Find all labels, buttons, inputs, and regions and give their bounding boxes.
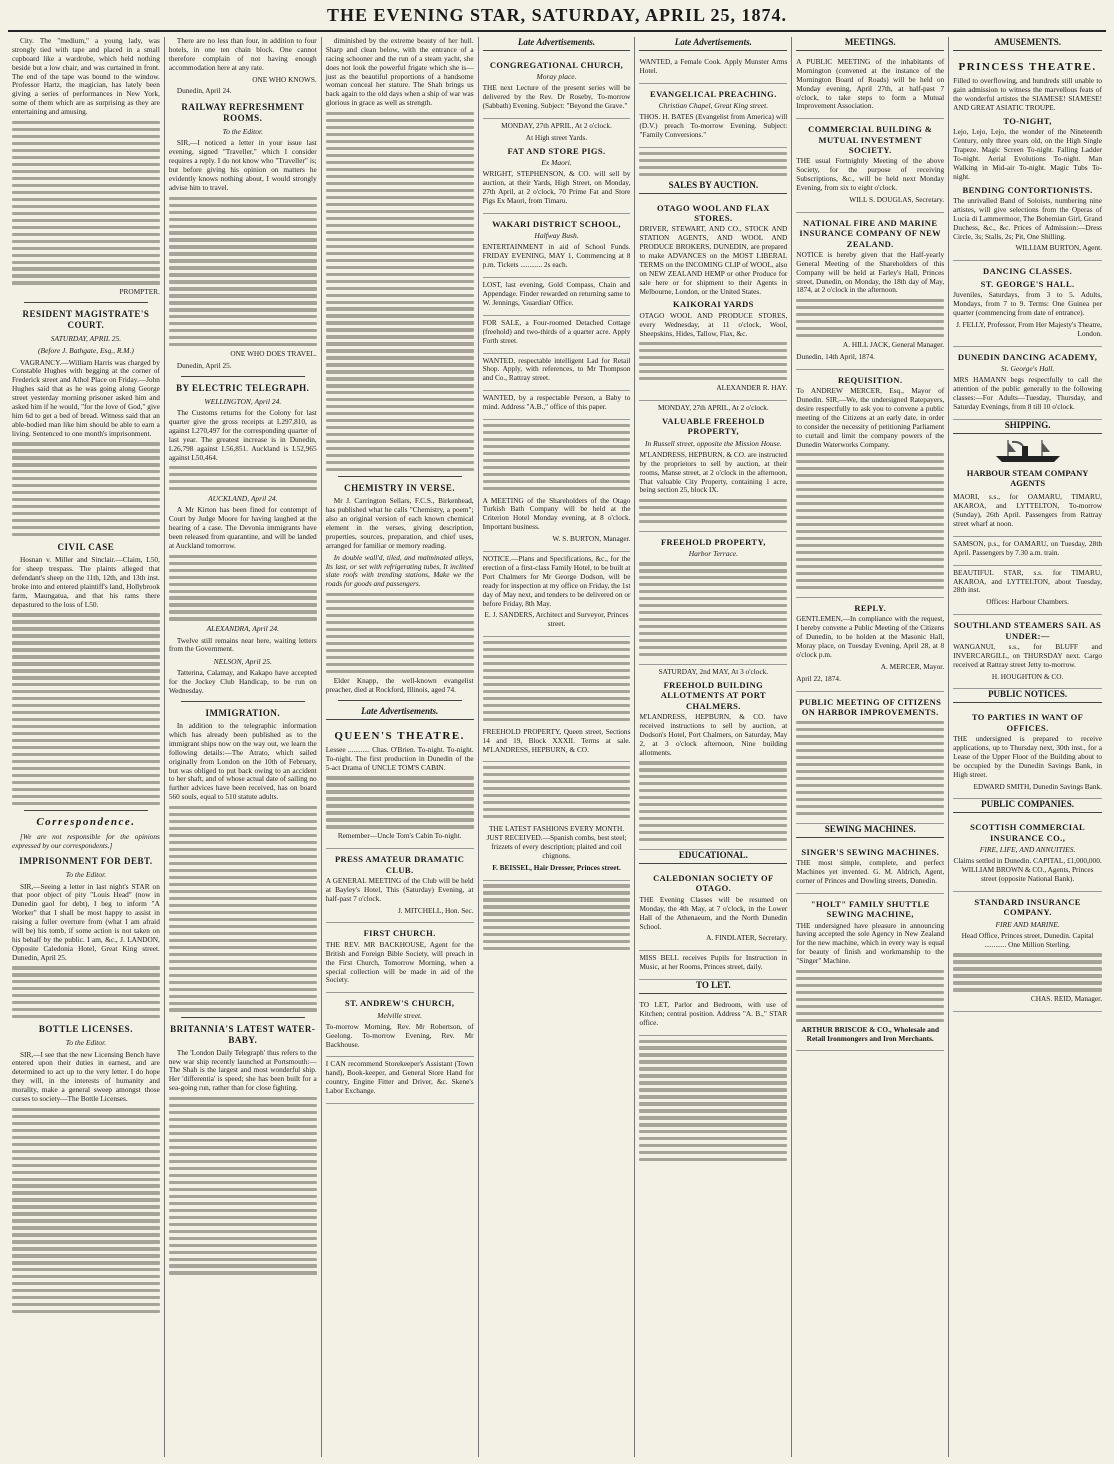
ad-subtitle: Christian Chapel, Great King street. xyxy=(658,101,769,111)
ad-singer xyxy=(796,842,944,894)
ad-wanted xyxy=(639,55,787,84)
ad-commercial-building xyxy=(796,119,944,213)
ad-text: THE REV. MR BACKHOUSE, Agent for the British and Foreign Bible Society, will preach in the First Church, Tomorrow Morning, when a special collection will be made in aid of the Society. xyxy=(325,939,474,985)
ad-date: SATURDAY, 2nd MAY, At 3 o'clock. xyxy=(658,667,769,677)
ad-fashions xyxy=(483,822,631,880)
ad-subtitle: St. George's Hall. xyxy=(1000,363,1055,373)
ad-signoff: WILL S. DOUGLAS, Secretary. xyxy=(849,194,945,204)
article-text: The Customs returns for the Colony for last quarter give the gross receipts at L297,810, as against L270,497 for the corresponding quarter of last year. The greatest increase is in Dunedin, L26,798 against L56,851. Auckland is L52,965 against L50,464. xyxy=(168,408,317,462)
signoff: PROMPTER. xyxy=(119,287,160,297)
ad-text: THE usual Fortnightly Meeting of the above Society, for the purpose of receiving Subscriptions, &c., will be held next Monday Evening, from six to eight o'clock. xyxy=(796,156,945,193)
ad-maori xyxy=(953,490,1102,537)
ad-text: To ANDREW MERCER, Esq., Mayor of Dunedin. SIR,—We, the undersigned Ratepayers, desire respectfully to ask you to convene a public meeting of the Citizens at an early date, in order to consider the necessity of petitioning Parliament to curtail and limit the company powers of the Dunedin Waterworks Company. xyxy=(796,386,945,449)
section-heading: AMUSEMENTS. xyxy=(953,37,1102,51)
ad-title: FIRST CHURCH. xyxy=(363,928,436,939)
text-lines xyxy=(326,112,474,471)
dateline: AUCKLAND, April 24. xyxy=(208,494,278,504)
text-lines xyxy=(639,499,787,523)
text-lines xyxy=(639,562,787,656)
ad-title: SCOTTISH COMMERCIAL INSURANCE CO., xyxy=(970,822,1086,843)
text-lines xyxy=(483,641,631,721)
section-heading: Late Advertisements. xyxy=(326,706,474,720)
ad-subtitle: Moray place. xyxy=(536,72,577,82)
ad-title: DUNEDIN DANCING ACADEMY, xyxy=(957,351,1098,362)
ad-title: EVANGELICAL PREACHING. xyxy=(650,88,777,99)
ad-subtitle: Halfway Bush. xyxy=(534,231,579,241)
ad-date: MONDAY, 27th APRIL, At 2 o'clock. xyxy=(501,121,612,131)
ad-text: MISS BELL receives Pupils for Instruction in Music, at her Rooms, Princes street, daily. xyxy=(639,953,788,972)
ad-for-sale xyxy=(483,316,631,354)
ad-caledonian xyxy=(639,868,787,951)
signoff: ONE WHO KNOWS. xyxy=(252,74,317,84)
dateline: WELLINGTON, April 24. xyxy=(204,396,282,406)
ad-title: OTAGO WOOL AND FLAX STORES. xyxy=(656,202,770,223)
ad-text: Lejo, Lejo, Lejo, the wonder of the Nineteenth Century, only three years old, on the High Single Trapeze. Magic Screen To-night. Falling Ladder To-night. Aerial Evolutions To-night. Man Walking in Mid-air To-night. Magic Tubs To-night. xyxy=(953,127,1103,181)
ad-text: To-morrow Morning, Rev. Mr Robertson, of Geelong. To-morrow Evening, Rev. Mr Backhouse. xyxy=(325,1021,474,1049)
section-heading: RAILWAY REFRESHMENT ROOMS. xyxy=(181,102,305,124)
section-heading: SALES BY AUCTION. xyxy=(639,180,787,194)
article-text: Twelve still remains near here, waiting letters from the Government. xyxy=(168,635,317,654)
ship-illustration xyxy=(953,438,1102,464)
text-lines xyxy=(639,342,787,380)
ad-text: WANTED, respectable intelligent Lad for Retail Shop. Apply, with references, to Mr Thompson and Co., Rattray street. xyxy=(482,355,631,383)
ad-text: WANTED, a Female Cook. Apply Munster Arms Hotel. xyxy=(639,56,788,75)
ad-subtitle: In Russell street, opposite the Mission House. xyxy=(644,438,782,448)
text-lines xyxy=(169,197,317,347)
ad-title: WAKARI DISTRICT SCHOOL, xyxy=(492,218,621,229)
section-heading: IMPRISONMENT FOR DEBT. xyxy=(19,856,153,867)
ad-subtitle: TO-NIGHT, xyxy=(1003,115,1052,126)
byline: (Before J. Bathgate, Esq., R.M.) xyxy=(37,346,134,356)
ad-text: OTAGO WOOL AND PRODUCE STORES, every Wednesday, at 11 o'clock, Wool, Sheepskins, Hides, Tallow, Flax, &c. xyxy=(639,310,788,338)
ad-title: REPLY. xyxy=(854,602,887,613)
section-heading: BRITANNIA'S LATEST WATER-BABY. xyxy=(170,1023,316,1045)
dateline: SATURDAY, APRIL 25. xyxy=(50,334,122,344)
dateline: ALEXANDRA, April 24. xyxy=(206,624,279,634)
ad-title: NATIONAL FIRE AND MARINE INSURANCE COMPANY OF NEW ZEALAND. xyxy=(799,217,942,249)
section-heading: SEWING MACHINES. xyxy=(796,824,944,838)
dateline: NELSON, April 25. xyxy=(213,657,272,667)
ad-reply xyxy=(796,598,944,692)
section-heading: EDUCATIONAL. xyxy=(639,850,787,864)
text-lines xyxy=(169,1097,317,1275)
ad-text: Head Office, Princes street, Dunedin. Capital ............ One Million Sterling. xyxy=(961,930,1094,949)
ad-signoff: WILLIAM BURTON, Agent. xyxy=(1015,243,1103,253)
ad-otago-wool xyxy=(639,198,787,401)
article-text: SIR,—I noticed a letter in your issue last evening, signed "Traveller," which I consider requires a reply. I do not know who "Traveller" is; but before giving his opinion on matters he evidently knows nothing about, I would strongly advise him to travel. xyxy=(168,138,317,192)
ad-title: SINGER'S SEWING MACHINES. xyxy=(801,846,940,857)
article-text: diminished by the extreme beauty of her hull. Sharp and clean below, with the entrance of a racing schooner and the run of a steam yacht, she does not look the powerful frigate which she is—just as the beautiful proportions of a handsome woman conceal her stature. The Shah brings us back again to the old days when a ship of war was glorious in grace as well as strength. xyxy=(325,37,474,108)
verse: In double wall'd, tiled, and malminated alleys, Its last, or set with refrigerating tubes, It inclined slate roofs with trending stations, Make we the roads for goods and passengers. xyxy=(325,552,474,589)
section-heading: PUBLIC NOTICES. xyxy=(953,689,1102,703)
column-4 xyxy=(479,37,636,1457)
text-lines xyxy=(796,721,944,815)
section-heading: RESIDENT MAGISTRATE'S COURT. xyxy=(22,309,150,331)
article-text: Elder Knapp, the well-known evangelist preacher, died at Rockford, Illinois, aged 74. xyxy=(325,675,474,694)
article-text: VAGRANCY.—William Harris was charged by Constable Hughes with begging at the corner of Frederick street and Athol Place on Friday.—John Hughes said that as he was going along George street yesterday morning prisoner asked him and asked him if he would, "for the love of God," give him 6d to get a bed of bread. Witness said that an able-bodied man like him should be able to earn a living. Sentenced to one month's imprisonment. xyxy=(12,357,160,438)
ad-congregational xyxy=(483,55,631,119)
text-lines xyxy=(12,1108,160,1314)
article-text: SIR,—I see that the new Licensing Bench have entered upon their duties in earnest, and are determined to act up to the very letter. I do hope they will, in the interests of humanity and morality, make a general sweep amongst those curses to society—The Bottle Licenses. xyxy=(12,1049,160,1103)
ad-title: KAIKORAI YARDS xyxy=(672,299,754,310)
ad-text: Remember—Uncle Tom's Cabin To-night. xyxy=(337,831,462,841)
ad-text: SAMSON, p.s., for OAMARU, on Tuesday, 28th April. Passengers by 7.30 a.m. train. xyxy=(953,538,1103,557)
ad-title: DANCING CLASSES. xyxy=(983,266,1073,277)
ad-text: Filled to overflowing, and hundreds still unable to gain admission to witness the marvellous feats of the wonderful artistes the SIAMESE! SIAMESE! AND GREAT ASIATIC TROUPE. xyxy=(953,76,1103,113)
ad-title: VALUABLE FREEHOLD PROPERTY, xyxy=(661,415,765,437)
article-text: A Mr Kirton has been fined for contempt of Court by Judge Moore for having laughed at the hearing of a case. The Devonia immigrants have been released from quarantine, and will be landed at Auckland tomorrow. xyxy=(168,505,317,550)
ad-signoff: CHAS. REID, Manager. xyxy=(1030,994,1103,1004)
ad-date: MONDAY, 27th APRIL, At 2 o'clock. xyxy=(657,403,769,413)
ad-title: PUBLIC MEETING OF CITIZENS ON HARBOR IMPROVEMENTS. xyxy=(799,696,942,717)
ad-lost xyxy=(483,278,631,316)
ad-title: "HOLT" FAMILY SHUTTLE SEWING MACHINE, xyxy=(810,898,930,920)
article-text: Mr J. Carrington Sellars, F.C.S., Birkenhead, has published what he calls "Chemistry, a poem"; also an original version of each known chemical element in the verses, giving description, properties, sources, preparation, and chief uses, arranged for familiar or memory reading. xyxy=(325,496,474,550)
ad-subtitle: Ex Maori. xyxy=(541,158,572,168)
section-heading: IMMIGRATION. xyxy=(205,708,281,719)
disclaimer: [We are not responsible for the opinions expressed by our correspondents.] xyxy=(12,831,160,850)
ad-signoff: J. FELLY, Professor, From Her Majesty's Theatre, London. xyxy=(956,319,1103,338)
ad-dancing xyxy=(953,261,1102,346)
ad-text: M'LANDRESS, HEPBURN, & CO. have received instructions to sell by auction, at Dodson's Hotel, Port Chalmers, on Saturday, May 2, at 3 o'clock afternoon, Nine building allotments. xyxy=(639,712,788,757)
article-text: Hosnan v. Miller and Sinclair.—Claim, L50, for sheep trespass. The plaints alleged that defendant's sheep on the 11th, 12th, and 13th inst. broke into and entered plaintiff's land, Hollybrook farm, Maungatua, and that his rams there depastured to the loss of L50. xyxy=(12,555,160,609)
text-lines xyxy=(169,466,317,490)
text-lines xyxy=(169,806,317,1012)
section-heading: TO LET. xyxy=(639,980,787,994)
ad-signoff: A. FINDLATER, Secretary. xyxy=(706,933,788,943)
ad-text: I CAN recommend Storekeeper's Assistant (Town hand), Book-keeper, and General Store Hand for country, Engine Fitter and Driver, &c. Skene's Labor Exchange. xyxy=(325,1059,474,1096)
ad-wanted xyxy=(483,391,631,420)
ad-princess-theatre xyxy=(953,55,1102,261)
masthead: THE EVENING STAR, SATURDAY, APRIL 25, 1874. xyxy=(8,4,1106,32)
section-heading: BOTTLE LICENSES. xyxy=(38,1024,133,1035)
ad-holt xyxy=(796,894,944,1052)
ad-title: TO PARTIES IN WANT OF OFFICES. xyxy=(971,712,1084,733)
ad-text: WANTED, by a respectable Person, a Baby to mind. Address "A.B.," office of this paper. xyxy=(482,393,631,412)
column-6 xyxy=(792,37,949,1457)
text-lines xyxy=(12,966,160,1018)
ad-signoff: A. HILL JACK, General Manager. xyxy=(842,340,945,350)
salutation: To the Editor. xyxy=(65,1038,107,1048)
ad-title: FREEHOLD PROPERTY, xyxy=(660,537,766,548)
ad-text: Claims settled in Dunedin. CAPITAL, £1,000,000. WILLIAM BROWN & CO., Agents, Princes street (opposite National Bank). xyxy=(953,856,1102,884)
ad-text: THE undersigned have pleasure in announcing having accepted the sole Agency in New Zealand for the new machine, which in every way is equal for beauty of finish and workmanship to the "Singer" Machine. xyxy=(796,920,945,966)
ad-text: BEAUTIFUL STAR, s.s. for TIMARU, AKAROA, and LYTTELTON, about Tuesday, 28th inst. xyxy=(953,567,1103,595)
dateline: Dunedin, April 24. xyxy=(176,86,232,96)
column-7 xyxy=(949,37,1106,1457)
ad-text: WRIGHT, STEPHENSON, & CO. will sell by auction, at their Yards, High Street, on Monday, 27th April, at 2 o'clock, 70 Prime Fat and Store Pigs Ex Maori, from Timaru. xyxy=(482,169,631,206)
ad-subtitle: Melville street. xyxy=(377,1010,422,1020)
ad-subtitle: FIRE AND MARINE. xyxy=(995,919,1060,929)
ad-standard xyxy=(953,892,1102,1012)
ad-requisition xyxy=(796,370,944,598)
ad-text: Juveniles, Saturdays, from 3 to 5. Adults, Mondays, from 7 to 9. Terms: One Guinea per quarter (commencing from date of entrance). xyxy=(953,290,1103,317)
ad-text: The unrivalled Band of Soloists, numbering nine artistes, will give selections from the Operas of Lucia di Lammermoor, The Bohemian Girl, Grand Duchess, &c., &c. Prices of Admission:—Dress Circle, 3s; Stalls, 2s; Pit, One Shilling. xyxy=(953,196,1103,241)
text-lines xyxy=(796,453,944,589)
ad-text: Lessee ............ Chas. O'Brien. To-night. To-night. To-night. The first production in Dunedin of the 5-act Drama of UNCLE TOM'S CABIN. xyxy=(325,744,474,772)
ad-title: PRINCESS THEATRE. xyxy=(958,60,1097,73)
text-lines xyxy=(639,761,787,841)
columns xyxy=(8,37,1106,1457)
ad-text: MAORI, s.s., for OAMARU, TIMARU, AKAROA, and LYTTELTON, To-morrow (Sunday), 26th April. Passengers from Rattray street wharf at noon. xyxy=(953,492,1103,528)
text-lines xyxy=(796,970,944,1022)
ad-text: A MEETING of the Shareholders of the Otago Turkish Bath Company will be held at the Criterion Hotel Monday evening, at 8 o'clock. Important business. xyxy=(482,495,631,532)
ad-signoff: H. HOUGHTON & CO. xyxy=(991,671,1064,681)
ad-signoff: ARTHUR BRISCOE & CO., Wholesale and Retail Ironmongers and Iron Merchants. xyxy=(801,1024,940,1043)
salutation: To the Editor. xyxy=(222,127,263,137)
section-heading: CHEMISTRY IN VERSE. xyxy=(344,483,456,494)
ad-signoff: A. MERCER, Mayor. xyxy=(880,661,945,671)
ad-place: At High street Yards. xyxy=(525,133,588,143)
text-lines xyxy=(483,766,631,818)
text-lines xyxy=(12,613,160,805)
ad-harbor-terrace xyxy=(639,532,787,665)
ad-fat-pigs xyxy=(483,119,631,214)
ad-title: ST. ANDREW'S CHURCH, xyxy=(344,998,455,1009)
ad-wanted xyxy=(483,354,631,392)
ad-date: April 22, 1874. xyxy=(796,673,841,683)
ad-text: ENTERTAINMENT in aid of School Funds. FRIDAY EVENING, MAY 1, Commencing at 8 p.m. Tickets ............ 2s each. xyxy=(482,242,631,270)
article-text: Tatterina, Calamay, and Kakapo have accepted for the Jockey Club Handicap, to be run on Wednesday. xyxy=(168,668,317,696)
ad-title: PRESS AMATEUR DRAMATIC CLUB. xyxy=(334,854,465,875)
ad-harbor-meeting xyxy=(796,692,944,824)
section-heading: HARBOUR STEAM COMPANY AGENTS xyxy=(966,467,1089,488)
section-heading: Correspondence. xyxy=(36,816,136,829)
ad-wakari xyxy=(483,214,631,278)
text-lines xyxy=(796,299,944,337)
column-1 xyxy=(8,37,165,1457)
ad-title: CALEDONIAN SOCIETY OF OTAGO. xyxy=(653,873,774,894)
column-5 xyxy=(635,37,792,1457)
ad-text: GENTLEMEN,—In compliance with the request, I hereby convene a Public Meeting of the Citizens of Dunedin, to be holden at the Masonic Hall, Moray place, on Tuesday Evening, April 28, at 8 o'clock p.m. xyxy=(796,614,945,659)
ad-signoff: E. J. SANDERS, Architect and Surveyor, Princes street. xyxy=(484,610,629,629)
ad-text: THE next Lecture of the present series will be delivered by the Rev. Dr Roseby, To-morrow (Sabbath) Evening. Subject: "Beyond the Grave." xyxy=(482,83,631,111)
ad-text: THE undersigned is prepared to receive applications, up to Thursday next, 30th inst., for a Lease of the Upper Floor of the Building about to be occupied by the Dunedin Savings Bank, in High street. xyxy=(953,734,1103,779)
ad-signoff: EDWARD SMITH, Dunedin Savings Bank. xyxy=(973,781,1103,791)
ad-text: A PUBLIC MEETING of the inhabitants of Mornington (convened at the instance of the Mornington Board of Roads) will be held on Monday evening, April 27th, at half-past 7 o'clock, to take steps to form a Mutual Improvement Association. xyxy=(796,56,945,111)
ad-text: THOS. H. BATES (Evangelist from America) will (D.V.) preach To-morrow Evening. Subject: "Family Conversions." xyxy=(639,112,788,140)
ad-text: WANGANUI, s.s., for BLUFF and INVERCARGILL, on THURSDAY next. Cargo received at Rattray street Jetty to-morrow. xyxy=(953,641,1103,669)
ad-text: NOTICE is hereby given that the Half-yearly General Meeting of the Shareholders of this Company will be held at Farley's Hall, Princes street, Dunedin, on Monday, the 18th day of May, 1874, at 2 o'clock in the afternoon. xyxy=(796,249,945,295)
section-heading: SHIPPING. xyxy=(953,420,1102,434)
ad-text: TO LET, Parlor and Bedroom, with use of Kitchen; central position. Address "A. B.," STAR office. xyxy=(639,1000,788,1027)
ad-text: FREEHOLD PROPERTY, Queen street, Sections 14 and 19, Block XXXII. Terms at sale. M'LANDRESS, HEPBURN, & CO. xyxy=(482,726,631,754)
ad-subtitle: ST. GEORGE'S HALL. xyxy=(980,278,1075,289)
ad-title: COMMERCIAL BUILDING & MUTUAL INVESTMENT SOCIETY. xyxy=(808,124,933,156)
ad-text: THE Evening Classes will be resumed on Monday, the 4th May, at 7 o'clock, in the Lower Hall of the Athenaeum, and the North Dunedin School. xyxy=(639,894,788,931)
text-lines xyxy=(326,593,474,673)
ad-title: FREEHOLD BUILDING ALLOTMENTS AT PORT CHALMERS. xyxy=(660,680,767,711)
ad-to-let xyxy=(639,998,787,1036)
ad-signoff: J. MITCHELL, Hon. Sec. xyxy=(397,905,474,915)
ad-freehold xyxy=(483,725,631,763)
salutation: To the Editor. xyxy=(65,870,107,880)
text-lines xyxy=(169,555,317,621)
signoff: ONE WHO DOES TRAVEL. xyxy=(230,349,317,359)
ad-text: MRS HAMANN begs respectfully to call the attention of the public generally to the following classes:—For Adults—Tuesday, Thursday, and Saturday Evenings, from 8 till 10 o'clock. xyxy=(953,375,1103,411)
ad-samson xyxy=(953,537,1102,566)
text-lines xyxy=(953,953,1102,991)
ad-first-church xyxy=(326,923,474,993)
section-heading: MEETINGS. xyxy=(796,37,944,51)
ad-valuable-freehold xyxy=(639,401,787,532)
ad-text: M'LANDRESS, HEPBURN, & CO. are instructed by the proprietors to sell by auction, at their rooms, Manse street, at 2 o'clock in the afternoon, That valuable City Property, containing 1 acre, being section 25, block IX. xyxy=(639,449,788,495)
article-text: In addition to the telegraphic information which has already been published as to the immigrant ships now on the way out, we learn the following details:—The Atrato, which sailed originally from London on the 10th of February, but was obliged to put back owing to an accident to her shaft, and of whose actual date of sailing no further advices have been received, has on board 560 souls, equal to 510 statute adults. xyxy=(168,721,317,802)
ad-text: NOTICE.—Plans and Specifications, &c., for the erection of a first-class Family Hotel, to be built at Port Chalmers for Mr George Dodson, will be ready for inspection at my office on Friday, the 1st day of May next, and tenders to be delivered on or before Friday, 8th May. xyxy=(482,554,631,608)
ad-evangelical xyxy=(639,84,787,148)
section-heading: PUBLIC COMPANIES. xyxy=(953,799,1102,813)
text-lines xyxy=(483,424,631,490)
ad-subtitle: FIRE, LIFE, AND ANNUITIES. xyxy=(979,845,1076,855)
article-text: There are no less than four, in addition to four hotels, in one ten chain block. One cannot therefore complain of not having enough accommodation here at any rate. xyxy=(168,37,317,72)
ad-southland xyxy=(953,615,1102,689)
ad-subtitle: BENDING CONTORTIONISTS. xyxy=(962,184,1093,195)
ad-title: SOUTHLAND STEAMERS SAIL AS UNDER:— xyxy=(954,620,1102,641)
text-lines xyxy=(639,152,787,176)
text-lines xyxy=(12,121,160,285)
ad-notice xyxy=(483,552,631,637)
text-lines xyxy=(12,442,160,536)
ad-labor-exchange xyxy=(326,1057,474,1104)
ad-port-chalmers xyxy=(639,665,787,850)
ad-title: CONGREGATIONAL CHURCH, xyxy=(489,59,624,70)
ad-title: STANDARD INSURANCE COMPANY. xyxy=(974,896,1081,918)
ad-title: QUEEN'S THEATRE. xyxy=(334,729,465,742)
ad-signoff: W. S. BURTON, Manager. xyxy=(552,534,631,544)
ad-offices xyxy=(953,707,1102,799)
ad-national-fire xyxy=(796,213,944,370)
ad-queens-theatre xyxy=(326,724,474,850)
article-text: SIR,—Seeing a letter in last night's STAR on that poor object of pity "Louis Head" (now in Dunedin gaol for debt), I beg to inform "A Worker" that I shall be most happy to assist in raising a fuller overture from (what I am afraid will be) his tomb, if some action is not taken on his behalf by the public. I am, &c., J. LANDON, Opposite Caledonia Hotel, Great King street. Dunedin, April 25. xyxy=(12,881,160,962)
ad-meeting xyxy=(483,494,631,552)
steamship-icon xyxy=(992,438,1064,464)
ad-text: Offices: Harbour Chambers. xyxy=(986,597,1069,607)
ad-text: DRIVER, STEWART, AND CO., STOCK AND STATION AGENTS, AND WOOL AND PRODUCE BROKERS, DUNEDIN, are prepared to make ADVANCES on the MOST LIBERAL TERMS on the INCOMING CLIP of WOOL, also on NEW ZEALAND HEMP or other Produce for sale here or for shipment to their Agents in Melbourne, London, or the United States. xyxy=(639,224,788,296)
ad-title: REQUISITION. xyxy=(837,374,903,385)
section-heading: CIVIL CASE xyxy=(57,542,115,553)
ad-signoff: ALEXANDER R. HAY. xyxy=(716,383,788,393)
ad-beautiful-star xyxy=(953,566,1102,616)
ad-text: LOST, last evening, Gold Compass, Chain and Appendage. Finder rewarded on returning same to W. Jennings, 'Guardian' Office. xyxy=(482,280,631,307)
ad-dancing-academy xyxy=(953,347,1102,420)
article-text: City. The "medium," a young lady, was strongly tied with tape and placed in a small cupboard like a wardrobe, which held nothing beside but a low chair, and was curtained in front. The end of the tape was bound to the window. Professor Hartz, the magician, has lately been giving a series of performances in New York, some of them which are as surprising as they are entertaining and amusing. xyxy=(12,37,160,117)
article-text: The 'London Daily Telegraph' thus refers to the new war ship recently launched at Portsmouth:—The Shah is the largest and most wonderful ship. Her 'differentia' is speed; she has been built for a sea-going run, rather than for close fighting. xyxy=(168,1047,317,1093)
dateline: Dunedin, April 25. xyxy=(176,361,232,371)
column-2 xyxy=(165,37,322,1457)
ad-text: FOR SALE, a Four-roomed Detached Cottage (freehold) and two-thirds of a quarter acre. Apply Forth street. xyxy=(482,317,631,345)
ad-press-club xyxy=(326,849,474,923)
ad-text: A GENERAL MEETING of the Club will be held at Bayley's Hotel, This (Saturday) Evening, at half-past 7 o'clock. xyxy=(325,875,474,903)
ad-subtitle: Harbor Terrace. xyxy=(688,549,739,559)
ad-public-meeting xyxy=(796,55,944,119)
section-heading: Late Advertisements. xyxy=(639,37,787,51)
column-3 xyxy=(322,37,479,1457)
ad-date: Dunedin, 14th April, 1874. xyxy=(796,351,875,361)
ad-scottish xyxy=(953,817,1102,892)
ad-text: THE most simple, complete, and perfect Machines yet invented. G. M. Aldrich, Agent, corner of Princes and Dowling streets, Dunedin. xyxy=(796,858,945,885)
ad-st-andrews xyxy=(326,993,474,1057)
ad-signoff: F. BEISSEL, Hair Dresser, Princes street. xyxy=(492,862,621,872)
text-lines xyxy=(483,884,631,950)
ad-music xyxy=(639,951,787,980)
section-heading: BY ELECTRIC TELEGRAPH. xyxy=(176,383,310,393)
text-lines xyxy=(639,1040,787,1162)
text-lines xyxy=(326,776,474,828)
section-heading: Late Advertisements. xyxy=(483,37,631,51)
ad-text: THE LATEST FASHIONS EVERY MONTH. JUST RECEIVED.—Spanish combs, best steel; frizzets of every description; plaited and coil chignons. xyxy=(486,824,627,860)
ad-title: FAT AND STORE PIGS. xyxy=(507,145,606,156)
